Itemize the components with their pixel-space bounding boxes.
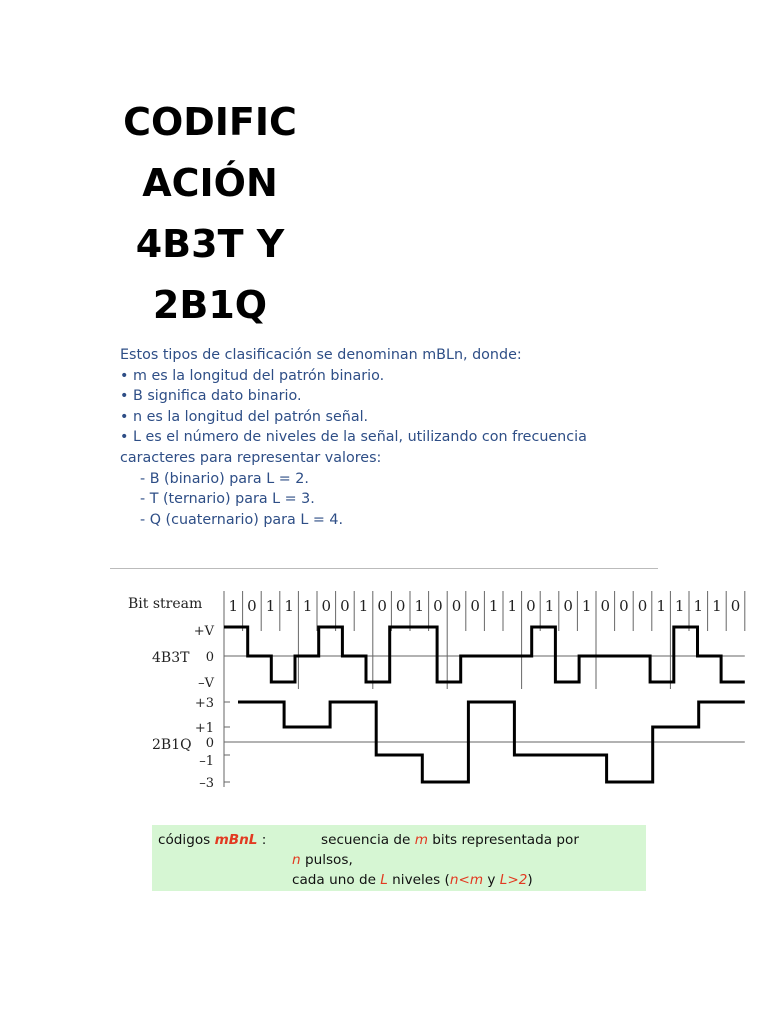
bit-value: 1 <box>656 597 666 615</box>
codes-term-label <box>158 832 266 848</box>
level-item: - B (binario) para L = 2. <box>140 470 309 487</box>
bit-value: 0 <box>395 597 406 615</box>
codes-label: códigos <box>158 832 211 848</box>
bit-value: 1 <box>488 597 499 615</box>
4b3t-waveform <box>224 627 745 682</box>
def-text: ) <box>527 872 533 888</box>
bit-value: 0 <box>730 597 741 615</box>
def-m: m <box>414 832 428 848</box>
bit-value: 0 <box>619 597 629 615</box>
bit-value: 1 <box>302 597 313 615</box>
bit-value: 1 <box>544 597 555 615</box>
waveform-svg <box>110 569 741 807</box>
bit-value: 0 <box>600 597 611 615</box>
bit-value: 1 <box>358 597 369 615</box>
2b1q-level-label: +1 <box>194 721 214 736</box>
bit-value: 0 <box>637 597 648 615</box>
description-intro: Estos tipos de clasificación se denominan mBLn, donde: <box>120 347 522 363</box>
def-n: n <box>292 852 301 868</box>
4b3t-label: 4B3T <box>152 650 190 666</box>
bit-value: 1 <box>674 597 685 615</box>
bit-value: 1 <box>414 597 425 615</box>
bit-value: 1 <box>284 597 294 615</box>
4b3t-level-label: 0 <box>205 650 214 665</box>
def-text: secuencia de <box>321 832 415 848</box>
bit-value: 0 <box>433 597 443 615</box>
title-line: ACIÓN <box>142 161 278 205</box>
def-l: L <box>380 872 388 888</box>
level-item: - Q (cuaternario) para L = 4. <box>140 511 344 528</box>
2b1q-level-label: –3 <box>199 776 214 791</box>
title-line: CODIFIC <box>123 100 297 144</box>
title-line: 4B3T Y <box>135 222 285 266</box>
bit-value: 0 <box>563 597 573 615</box>
bit-value: 0 <box>470 597 480 615</box>
def-text: y <box>483 872 500 888</box>
description-bullet: • n es la longitud del patrón señal. <box>120 408 369 425</box>
codes-definition-line-1 <box>321 832 579 848</box>
def-text: niveles ( <box>387 872 450 888</box>
title-line: 2B1Q <box>152 283 268 327</box>
description-block <box>120 345 660 530</box>
2b1q-label: 2B1Q <box>152 737 192 753</box>
level-item: - T (ternario) para L = 3. <box>140 491 315 508</box>
4b3t-level-label: –V <box>198 676 214 691</box>
description-bullet: • L es el número de niveles de la señal, utilizando con frecuencia <box>120 429 587 446</box>
codes-definition-box <box>152 825 646 891</box>
bit-value: 1 <box>228 597 239 615</box>
bit-value: 0 <box>340 597 350 615</box>
page-title <box>120 92 300 336</box>
bit-value: 0 <box>321 597 332 615</box>
bit-value: 0 <box>247 597 257 615</box>
bitstream-label: Bit stream <box>128 596 203 612</box>
codes-definition-line-2 <box>292 852 353 868</box>
2b1q-level-label: +3 <box>194 696 214 711</box>
description-bullet: • B significa dato binario. <box>120 388 302 405</box>
codes-colon: : <box>257 832 267 848</box>
def-cond: L>2 <box>499 872 528 888</box>
description-continuation: caracteres para representar valores: <box>120 449 382 466</box>
codes-definition-line-3 <box>292 872 533 888</box>
bit-value: 1 <box>581 597 592 615</box>
bit-value: 0 <box>451 597 462 615</box>
def-cond: n<m <box>449 872 484 888</box>
bit-value: 0 <box>377 597 387 615</box>
def-text: cada uno de <box>292 872 381 888</box>
def-text: bits representada por <box>427 832 579 848</box>
2b1q-level-label: 0 <box>205 736 214 751</box>
bit-value: 1 <box>507 597 518 615</box>
bit-value: 1 <box>693 597 704 615</box>
4b3t-level-label: +V <box>193 624 214 639</box>
codes-term: mBnL <box>214 832 258 848</box>
waveform-diagram <box>110 568 741 807</box>
bit-value: 0 <box>526 597 536 615</box>
bit-value: 1 <box>265 597 276 615</box>
2b1q-level-label: –1 <box>199 754 214 769</box>
description-bullet: • m es la longitud del patrón binario. <box>120 367 385 384</box>
bit-value: 1 <box>712 597 722 615</box>
def-text: pulsos, <box>300 852 353 868</box>
